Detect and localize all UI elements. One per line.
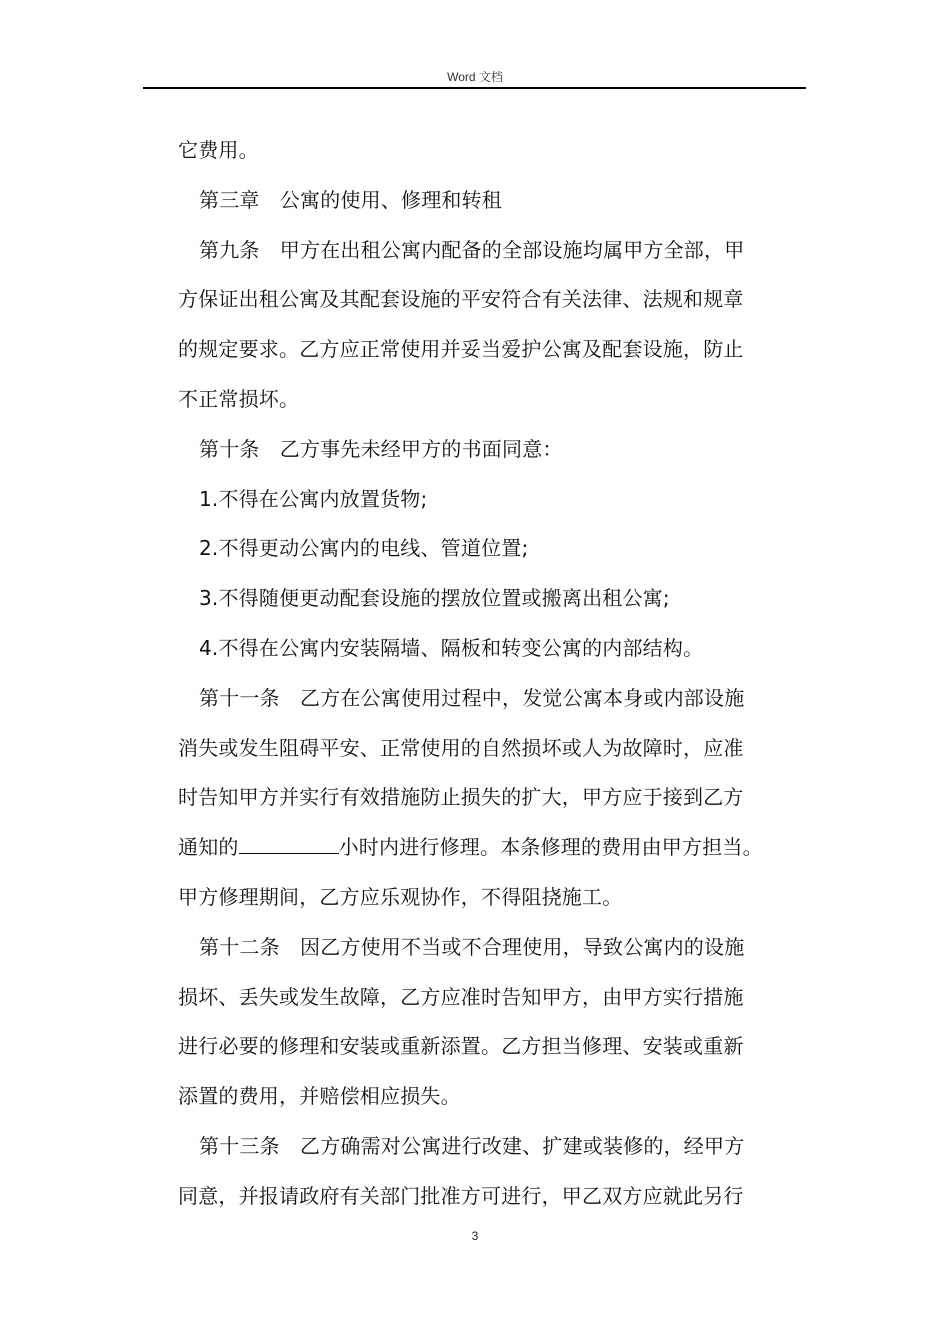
page-header-label: Word 文档 [447, 70, 503, 84]
text-line: 甲方修理期间，乙方应乐观协作，不得阻挠施工。 [178, 884, 623, 909]
text-line: 添置的费用，并赔偿相应损失。 [178, 1084, 461, 1109]
list-item: 1.不得在公寓内放置货物; [199, 486, 428, 511]
text-line: 时告知甲方并实行有效措施防止损失的扩大，甲方应于接到乙方 [178, 785, 744, 810]
text-line: 第九条 甲方在出租公寓内配备的全部设施均属甲方全部，甲 [199, 237, 745, 262]
page-number: 3 [471, 1229, 479, 1243]
text-line: 它费用。 [178, 138, 259, 162]
text-line: 第十一条 乙方在公寓使用过程中，发觉公寓本身或内部设施 [199, 685, 745, 710]
text-line: 损坏、丢失或发生故障，乙方应准时告知甲方，由甲方实行措施 [178, 984, 744, 1009]
header-divider [143, 87, 806, 89]
text-line: 第十二条 因乙方使用不当或不合理使用，导致公寓内的设施 [199, 934, 745, 959]
text-line: 消失或发生阻碍平安、正常使用的自然损坏或人为故障时，应准 [178, 735, 744, 760]
text-line: 不正常损坏。 [178, 386, 300, 411]
list-item: 3.不得随便更动配套设施的摆放位置或搬离出租公寓; [199, 586, 670, 611]
document-body [178, 132, 808, 1228]
text-line-with-blank [178, 829, 808, 879]
text-line: 同意，并报请政府有关部门批准方可进行，甲乙双方应就此另行 [178, 1183, 744, 1208]
text-line: 的规定要求。乙方应正常使用并妥当爱护公寓及配套设施，防止 [178, 337, 744, 362]
text-line: 进行必要的修理和安装或重新添置。乙方担当修理、安装或重新 [178, 1034, 744, 1059]
text-line: 第十条 乙方事先未经甲方的书面同意： [199, 436, 563, 461]
fill-in-blank [239, 831, 339, 854]
chapter-heading: 第三章 公寓的使用、修理和转租 [199, 187, 502, 212]
text-segment: 通知的 [178, 835, 239, 860]
text-line: 第十三条 乙方确需对公寓进行改建、扩建或装修的，经甲方 [199, 1133, 745, 1158]
text-segment: 小时内进行修理。本条修理的费用由甲方担当。 [338, 835, 763, 860]
list-item: 4.不得在公寓内安装隔墙、隔板和转变公寓的内部结构。 [199, 635, 704, 660]
list-item: 2.不得更动公寓内的电线、管道位置; [199, 536, 529, 561]
text-line: 方保证出租公寓及其配套设施的平安符合有关法律、法规和规章 [178, 287, 744, 312]
